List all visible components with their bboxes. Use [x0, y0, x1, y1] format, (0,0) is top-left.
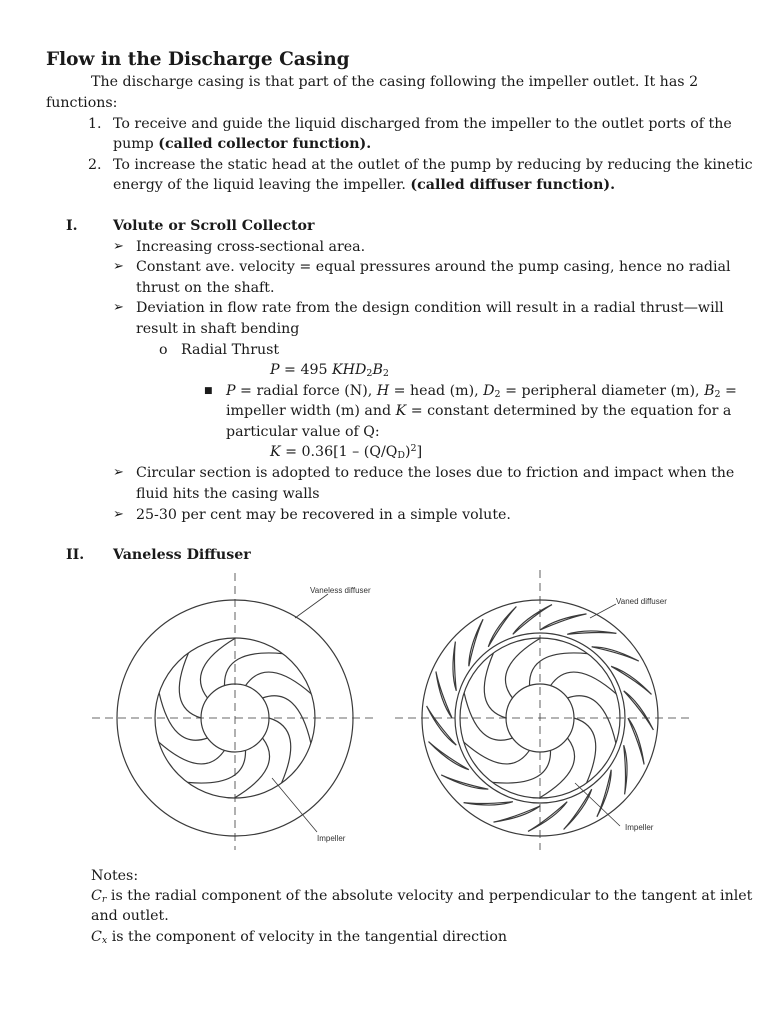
bullet-arrow-icon: ➢	[113, 259, 124, 274]
diffuser-vane	[540, 614, 587, 630]
impeller-blade	[484, 653, 506, 718]
diffuser-vane	[513, 605, 552, 635]
section-1-bullet-4-line-1: Circular section is adopted to reduce the loses due to friction and impact when the	[136, 465, 735, 481]
equation-k: $K = 0.36[1 - (Q/Q_D)^2]$	[270, 443, 423, 461]
impeller-blade	[188, 750, 246, 783]
function-1-line-2	[113, 134, 371, 155]
impeller-blade	[159, 693, 207, 741]
section-1-bullet-2-line-2: thrust on the shaft.	[136, 280, 275, 296]
section-1-bullet-3-line-2: result in shaft bending	[136, 321, 300, 337]
impeller-blade	[574, 718, 596, 783]
bullet-arrow-icon: ➢	[113, 465, 124, 480]
bullet-arrow-icon: ➢	[113, 239, 124, 254]
impeller-blade	[529, 653, 587, 686]
function-1-number: 1.	[88, 116, 102, 132]
notes-heading: Notes:	[91, 868, 139, 884]
page-title: Flow in the Discharge Casing	[46, 49, 350, 70]
section-1-bullet-3-line-1: Deviation in flow rate from the design condition will result in a radial thrust—will	[136, 300, 724, 316]
note-1-line-2: and outlet.	[91, 908, 169, 924]
impeller-blade	[224, 653, 282, 686]
impeller-blade	[464, 693, 512, 741]
diffuser-vane	[611, 666, 651, 694]
section-1-bullet-5: 25-30 per cent may be recovered in a simple volute.	[136, 507, 511, 523]
function-1-line-1: To receive and guide the liquid discharged from the impeller to the outlet ports of the	[113, 116, 732, 132]
vaneless-diffuser-diagram	[92, 573, 378, 850]
diffuser-vane	[494, 806, 541, 822]
intro-line-2: functions:	[46, 95, 118, 111]
impeller-blade	[568, 696, 616, 744]
function-2-number: 2.	[88, 157, 102, 173]
function-1-bold: (called collector function).	[158, 136, 372, 152]
section-1-number: I.	[66, 218, 78, 234]
definition-line-2: impeller width (m) and K = constant determined by the equation for a	[226, 403, 732, 419]
sub-bullet-marker: o	[159, 342, 168, 358]
label-right-impeller: Impeller	[625, 823, 654, 832]
function-2-text: energy of the liquid leaving the impeller.	[113, 177, 406, 193]
diffuser-figure	[90, 568, 730, 853]
intro-line-1: The discharge casing is that part of the casing following the impeller outlet. It has 2	[91, 74, 699, 90]
diffuser-vane	[427, 706, 457, 745]
function-2-line-1: To increase the static head at the outlet of the pump by reducing by reducing the kinetic	[113, 157, 753, 173]
impeller-blade	[263, 696, 311, 744]
leader-line	[295, 594, 328, 618]
diffuser-vane	[429, 742, 469, 770]
diffuser-vane	[597, 770, 611, 817]
impeller-blade	[269, 718, 291, 783]
leader-line	[272, 778, 317, 832]
function-1-text: pump	[113, 136, 154, 152]
diffuser-vane	[464, 802, 513, 805]
impeller-blade	[493, 750, 551, 783]
bullet-arrow-icon: ➢	[113, 300, 124, 315]
label-left-impeller: Impeller	[317, 834, 346, 843]
diffuser-vane	[592, 647, 639, 661]
equation-radial-thrust: P = 495 $KHD_2B_2$	[270, 362, 389, 379]
section-1-heading: Volute or Scroll Collector	[113, 218, 315, 234]
diffuser-vane	[528, 802, 567, 832]
section-1-bullet-1: Increasing cross-sectional area.	[136, 239, 366, 255]
function-2-line-2	[113, 175, 615, 196]
leader-line	[590, 604, 616, 618]
sub-bullet-radial-thrust: Radial Thrust	[181, 342, 280, 358]
diffuser-vane	[628, 718, 644, 765]
diffuser-vane	[441, 775, 488, 789]
diffuser-vane	[624, 691, 654, 730]
diffuser-vane	[453, 642, 456, 691]
section-2-heading: Vaneless Diffuser	[113, 547, 251, 563]
vaned-diffuser-diagram	[395, 570, 690, 850]
label-vaneless-diffuser: Vaneless diffuser	[310, 586, 371, 595]
section-1-bullet-4-line-2: fluid hits the casing walls	[136, 486, 320, 502]
diffuser-vane	[469, 619, 483, 666]
section-1-bullet-2-line-1: Constant ave. velocity = equal pressures around the pump casing, hence no radial	[136, 259, 731, 275]
note-1-line-1: $C_r$ is the radial component of the absolute velocity and perpendicular to the tangent at inlet	[91, 888, 753, 905]
diffuser-vane	[488, 607, 516, 647]
section-2-number: II.	[66, 547, 85, 563]
function-2-bold: (called diffuser function).	[410, 177, 616, 193]
note-2: $C_x$ is the component of velocity in the tangential direction	[91, 929, 507, 946]
bullet-arrow-icon: ➢	[113, 507, 124, 522]
label-vaned-diffuser: Vaned diffuser	[616, 597, 667, 606]
diffuser-vane	[567, 631, 616, 634]
diffuser-vane	[436, 672, 452, 719]
diffuser-vane	[624, 745, 627, 794]
definition-line-1: P = radial force (N), H = head (m), $D_2$ = peripheral diameter (m), $B_2$ =	[226, 383, 737, 400]
definition-line-3: particular value of Q:	[226, 424, 380, 440]
square-bullet-icon: ■	[204, 386, 213, 396]
impeller-blade	[179, 653, 201, 718]
